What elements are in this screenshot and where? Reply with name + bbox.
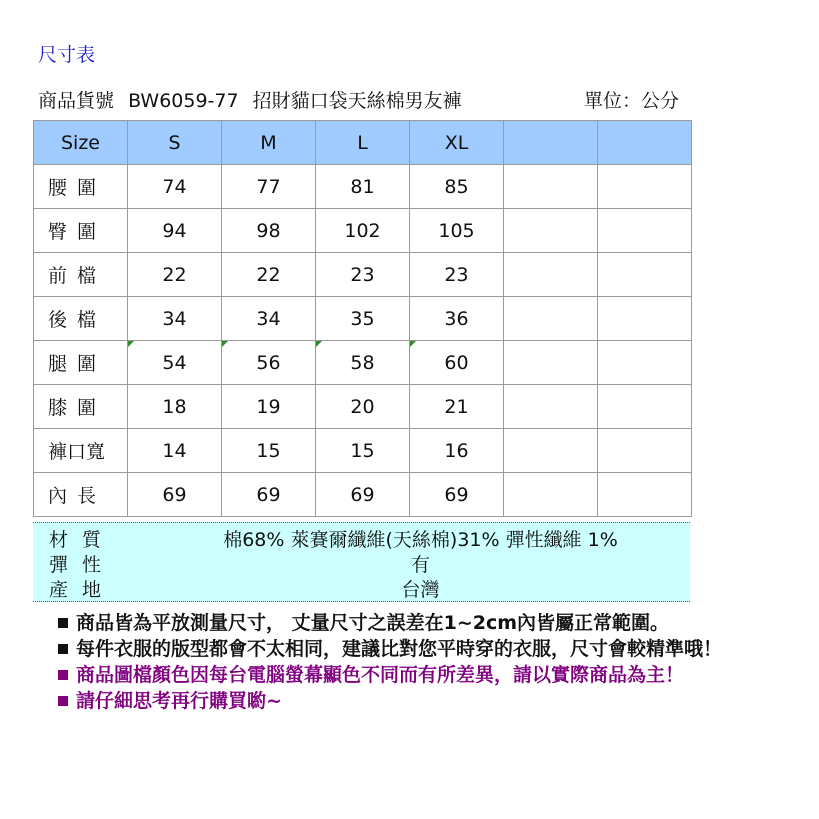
table-cell [598,385,692,429]
table-row [34,297,692,341]
table-cell: 69 [316,473,410,517]
note-text: 每件衣服的版型都會不太相同，建議比對您平時穿的衣服，尺寸會較精準哦！ [76,638,723,660]
note-item [58,662,722,688]
table-row [34,209,692,253]
row-label: 褲口寬 [34,429,128,473]
table-cell: 102 [316,209,410,253]
table-cell: 14 [128,429,222,473]
table-cell: 69 [410,473,504,517]
table-cell: 34 [128,297,222,341]
product-line [38,86,690,112]
table-cell: 23 [316,253,410,297]
header-m: M [222,121,316,165]
table-cell [598,209,692,253]
table-cell: 35 [316,297,410,341]
table-cell [504,341,598,385]
table-row [34,165,692,209]
table-header-row [34,121,692,165]
table-cell [504,473,598,517]
table-cell: 85 [410,165,504,209]
table-cell: 15 [222,429,316,473]
row-label: 後 檔 [34,297,128,341]
header-size: Size [34,121,128,165]
header-xl: XL [410,121,504,165]
table-cell: 69 [222,473,316,517]
table-cell [504,253,598,297]
table-cell: 15 [316,429,410,473]
table-cell [598,297,692,341]
table-row [34,341,692,385]
table-cell: 20 [316,385,410,429]
note-text: 請仔細思考再行購買喲~ [76,690,282,712]
table-cell [598,165,692,209]
elasticity-row [33,550,690,576]
material-label: 材 質 [49,529,106,551]
material-row [33,525,690,551]
row-label: 腿 圍 [34,341,128,385]
note-text: 商品圖檔顏色因每台電腦螢幕顯色不同而有所差異，請以實際商品為主！ [76,664,685,686]
origin-label: 產 地 [49,579,106,601]
size-table [33,120,692,517]
page-title: 尺寸表 [38,44,96,66]
square-bullet-icon [58,670,68,680]
table-cell: 81 [316,165,410,209]
origin-value: 台灣 [401,579,440,601]
table-cell: 98 [222,209,316,253]
header-empty-1 [504,121,598,165]
table-cell: 23 [410,253,504,297]
table-row [34,253,692,297]
origin-row [33,575,690,601]
table-row [34,473,692,517]
table-cell [504,385,598,429]
header-l: L [316,121,410,165]
table-cell: 22 [222,253,316,297]
note-item [58,688,722,714]
table-cell: 16 [410,429,504,473]
table-cell: 54 [128,341,222,385]
table-cell [598,473,692,517]
table-cell: 105 [410,209,504,253]
row-label: 膝 圍 [34,385,128,429]
table-cell: 94 [128,209,222,253]
table-cell: 58 [316,341,410,385]
notes-list [58,610,722,714]
material-value: 棉68% 萊賽爾纖維(天絲棉)31% 彈性纖維 1% [223,529,618,551]
table-cell: 60 [410,341,504,385]
table-cell [598,341,692,385]
table-cell [504,429,598,473]
table-row [34,429,692,473]
table-cell: 22 [128,253,222,297]
row-label: 臀 圍 [34,209,128,253]
elasticity-value: 有 [410,554,430,576]
product-name: 招財貓口袋天絲棉男友褲 [252,90,462,112]
material-info [33,522,690,602]
table-cell [504,297,598,341]
table-cell [504,209,598,253]
row-label: 前 檔 [34,253,128,297]
table-row [34,385,692,429]
product-code-label: 商品貨號 [38,90,115,112]
table-cell [598,429,692,473]
table-cell: 19 [222,385,316,429]
table-cell: 18 [128,385,222,429]
table-cell: 21 [410,385,504,429]
note-item [58,610,722,636]
note-item [58,636,722,662]
square-bullet-icon [58,644,68,654]
header-s: S [128,121,222,165]
table-cell [504,165,598,209]
unit-label: 單位：公分 [584,90,680,112]
table-cell: 34 [222,297,316,341]
table-cell: 74 [128,165,222,209]
table-cell [598,253,692,297]
row-label: 內 長 [34,473,128,517]
table-cell: 69 [128,473,222,517]
product-code: BW6059-77 [128,90,239,112]
note-text: 商品皆為平放測量尺寸， 丈量尺寸之誤差在1~2cm內皆屬正常範圍。 [76,612,670,634]
square-bullet-icon [58,618,68,628]
table-cell: 56 [222,341,316,385]
square-bullet-icon [58,696,68,706]
row-label: 腰 圍 [34,165,128,209]
table-cell: 77 [222,165,316,209]
header-empty-2 [598,121,692,165]
elasticity-label: 彈 性 [49,554,106,576]
table-cell: 36 [410,297,504,341]
